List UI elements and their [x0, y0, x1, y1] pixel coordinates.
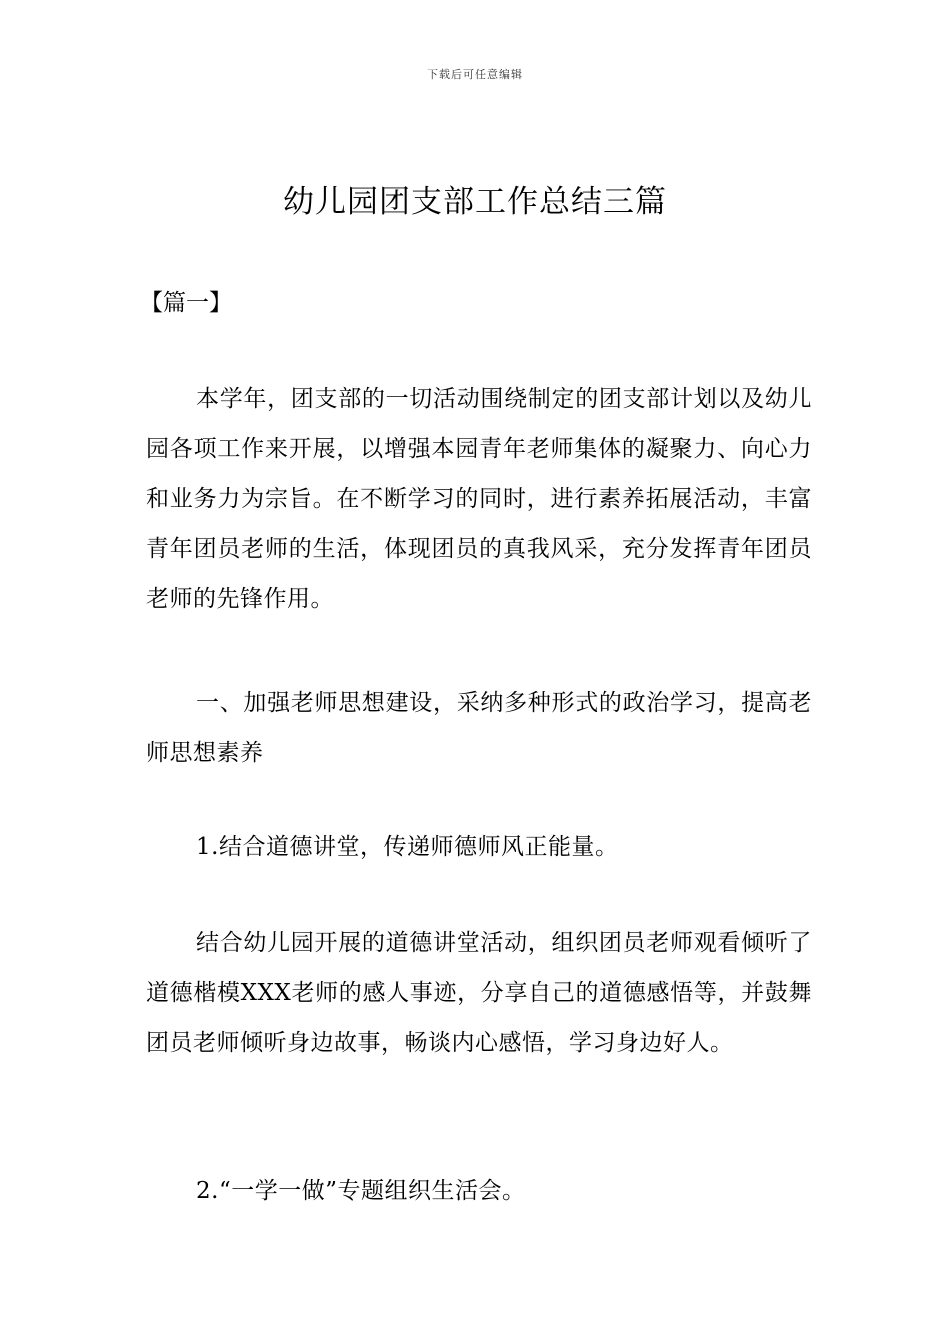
subheading-item-2: 2.“一学一做”专题组织生活会。	[196, 1178, 526, 1204]
heading-section-one: 一、加强老师思想建设，采纳多种形式的政治学习，提高老师思想素养	[146, 690, 812, 766]
document-title: 幼儿园团支部工作总结三篇	[283, 184, 667, 220]
section-label: 【篇一】	[140, 290, 232, 316]
subheading-item-1: 1.结合道德讲堂，传递师德师风正能量。	[196, 834, 619, 860]
paragraph-moral-lecture: 结合幼儿园开展的道德讲堂活动，组织团员老师观看倾听了道德楷模XXX老师的感人事迹，分享自己的道德感悟等，并鼓舞团员老师倾听身边故事，畅谈内心感悟，学习身边好人。	[146, 930, 812, 1056]
paragraph-intro: 本学年，团支部的一切活动围绕制定的团支部计划以及幼儿园各项工作来开展，以增强本园青年老师集体的凝聚力、向心力和业务力为宗旨。在不断学习的同时，进行素养拓展活动，丰富青年团员老师的生活，体现团员的真我风采，充分发挥青年团员老师的先锋作用。	[146, 386, 812, 612]
header-note: 下载后可任意编辑	[427, 68, 523, 81]
